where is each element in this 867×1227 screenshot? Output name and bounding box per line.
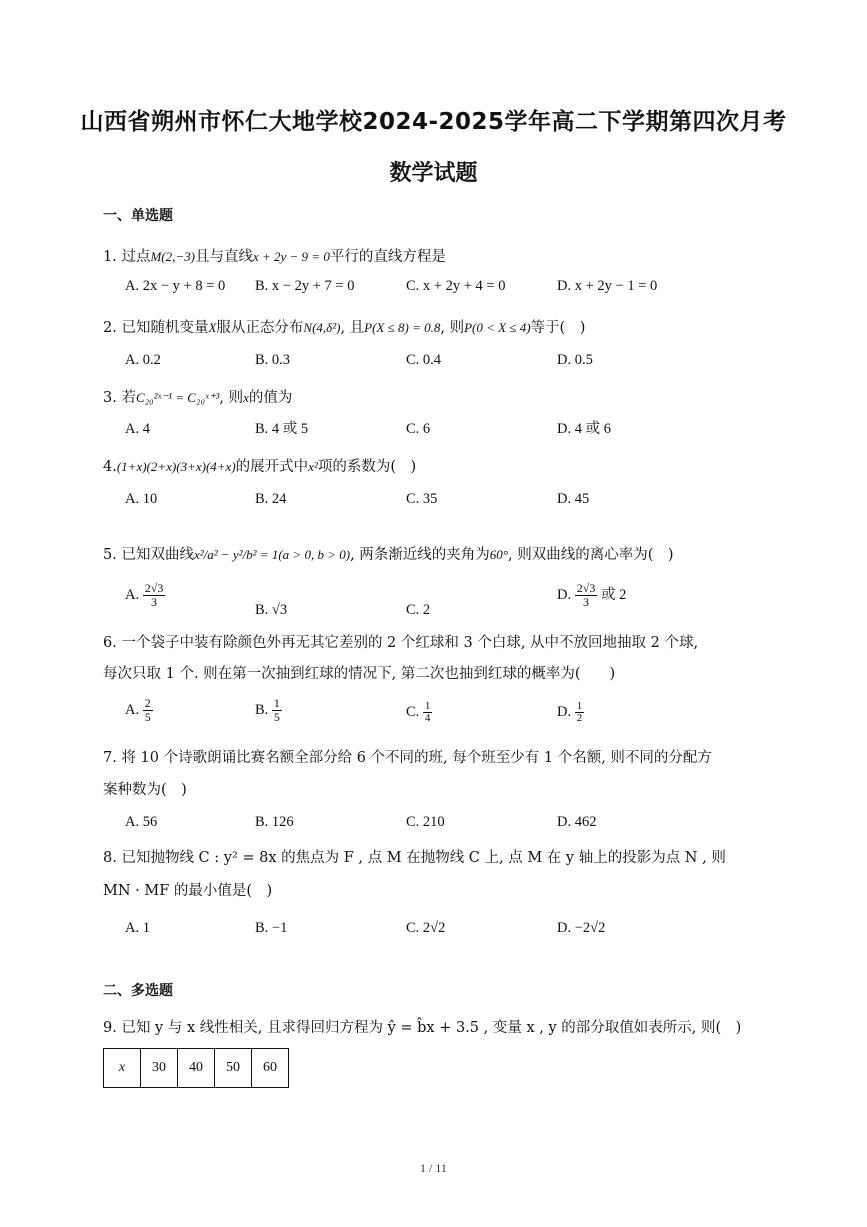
math-expression: X — [208, 320, 217, 335]
question-6-line-2: 每次只取 1 个. 则在第一次抽到红球的情况下, 第二次也抽到红球的概率为( ) — [103, 666, 616, 682]
math-expression: x²/a² − y²/b² = 1(a > 0, b > 0) — [193, 547, 351, 562]
option-label: D. — [557, 703, 572, 720]
question-text: , 两条渐近线的夹角为 — [350, 547, 490, 563]
question-text: , 则 — [219, 390, 244, 406]
option-d: D. 0.5 — [557, 352, 593, 368]
question-text: , 且 — [340, 320, 365, 336]
fraction-numerator: 1 — [424, 700, 431, 712]
question-text: 平行的直线方程是 — [329, 249, 446, 265]
option-d: D. 4 或 6 — [557, 421, 611, 437]
math-expression: x² — [308, 459, 318, 474]
math-expression: x — [243, 390, 249, 405]
option-label: A. — [125, 701, 140, 718]
question-text: 1. 过点 — [103, 249, 151, 265]
fraction — [143, 697, 153, 724]
page-number: 1 / 11 — [420, 1161, 447, 1175]
math-expression: P(0 < X ≤ 4) — [464, 320, 531, 335]
option-c: C. 0.4 — [406, 352, 442, 368]
page-title: 山西省朔州市怀仁大地学校2024-2025学年高二下学期第四次月考 — [80, 109, 787, 135]
table-cell: 50 — [215, 1049, 252, 1088]
fraction-numerator: 1 — [576, 700, 583, 712]
math-expression: (1+x)(2+x)(3+x)(4+x) — [116, 459, 236, 474]
question-text: 且与直线 — [194, 249, 253, 265]
question-6-line-1: 6. 一个袋子中装有除颜色外再无其它差别的 2 个红球和 3 个白球, 从中不放回地抽取 2 个球, — [103, 635, 699, 651]
question-text: 服从正态分布 — [216, 320, 304, 336]
question-3 — [103, 388, 292, 408]
question-text: 4. — [103, 459, 117, 475]
fraction-numerator: 1 — [273, 696, 280, 710]
question-text: 的展开式中 — [235, 459, 309, 475]
option-d: D. x + 2y − 1 = 0 — [557, 278, 658, 294]
option-a: A. 4 — [125, 421, 150, 437]
option-b: B. x − 2y + 7 = 0 — [255, 278, 355, 294]
option-b: B. −1 — [255, 920, 288, 936]
table-header-cell: x — [104, 1049, 141, 1088]
option-d — [557, 582, 626, 609]
section-heading-single: 一、单选题 — [103, 208, 173, 224]
fraction-denominator: 5 — [273, 710, 280, 724]
option-c: C. 2 — [406, 602, 431, 618]
data-table — [103, 1048, 289, 1088]
option-c: C. 210 — [406, 814, 445, 830]
question-text: 3. 若 — [103, 390, 136, 406]
option-a: A. 0.2 — [125, 352, 161, 368]
question-text: 2. 已知随机变量 — [103, 320, 209, 336]
math-expression: x + 2y − 9 = 0 — [252, 249, 330, 264]
math-expression: P(X ≤ 8) = 0.8 — [364, 320, 441, 335]
option-label: D. — [557, 586, 572, 603]
option-a: A. 56 — [125, 814, 158, 830]
fraction-denominator: 3 — [583, 595, 590, 609]
fraction — [575, 701, 585, 724]
question-text: , 则 — [440, 320, 465, 336]
option-b: B. 4 或 5 — [255, 421, 309, 437]
question-text: , 则双曲线的离心率为( ) — [507, 547, 674, 563]
fraction-numerator: 2√3 — [576, 581, 596, 595]
option-tail: 或 2 — [600, 586, 627, 603]
question-9: 9. 已知 y 与 x 线性相关, 且求得回归方程为 ŷ = b̂x + 3.5 , 变量 x , y 的部分取值如表所示, 则( ) — [103, 1020, 742, 1036]
option-a: A. 1 — [125, 920, 150, 936]
math-expression: C₂₀²ˣ⁻¹ = C₂₀ˣ⁺³ — [135, 390, 220, 405]
fraction-numerator: 2 — [144, 696, 151, 710]
math-expression: N(4,δ²) — [303, 320, 341, 335]
option-b: B. 126 — [255, 814, 294, 830]
option-b: B. √3 — [255, 602, 288, 618]
option-c: C. x + 2y + 4 = 0 — [406, 278, 506, 294]
fraction-numerator: 2√3 — [144, 581, 164, 595]
option-label: B. — [255, 701, 269, 718]
option-d: D. 45 — [557, 491, 590, 507]
fraction-denominator: 4 — [424, 712, 431, 724]
question-text: 项的系数为( ) — [317, 459, 417, 475]
option-b — [255, 697, 282, 724]
option-b: B. 24 — [255, 491, 287, 507]
page-subtitle: 数学试题 — [389, 161, 478, 186]
option-a — [125, 582, 165, 609]
question-5 — [103, 545, 674, 565]
option-c: C. 2√2 — [406, 920, 446, 936]
fraction — [272, 697, 282, 724]
option-c: C. 6 — [406, 421, 431, 437]
option-c: C. 35 — [406, 491, 438, 507]
option-c — [406, 701, 432, 724]
question-8-line-2: MN · MF 的最小值是( ) — [103, 883, 273, 899]
fraction-denominator: 3 — [151, 595, 158, 609]
fraction-denominator: 5 — [144, 710, 151, 724]
option-d: D. 462 — [557, 814, 597, 830]
question-4 — [103, 457, 416, 477]
option-label: C. — [406, 703, 420, 720]
math-expression: 60° — [489, 547, 508, 562]
question-7-line-2: 案种数为( ) — [103, 782, 187, 798]
question-7-line-1: 7. 将 10 个诗歌朗诵比赛名额全部分给 6 个不同的班, 每个班至少有 1 个名额, 则不同的分配方 — [103, 750, 712, 766]
fraction — [575, 582, 598, 609]
question-text: 5. 已知双曲线 — [103, 547, 194, 563]
table-cell: 30 — [141, 1049, 178, 1088]
fraction-denominator: 2 — [576, 712, 583, 724]
option-a — [125, 697, 153, 724]
option-a: A. 10 — [125, 491, 158, 507]
option-a: A. 2x − y + 8 = 0 — [125, 278, 226, 294]
question-8-line-1: 8. 已知抛物线 C : y² = 8x 的焦点为 F , 点 M 在抛物线 C 上, 点 M 在 y 轴上的投影为点 N , 则 — [103, 850, 726, 866]
table-cell: 40 — [178, 1049, 215, 1088]
option-label: A. — [125, 586, 140, 603]
table-cell: 60 — [252, 1049, 289, 1088]
question-text: 的值为 — [248, 390, 293, 406]
section-heading-multi: 二、多选题 — [103, 983, 173, 999]
option-d: D. −2√2 — [557, 920, 606, 936]
option-d — [557, 701, 584, 724]
question-2 — [103, 318, 585, 338]
table-row — [104, 1049, 289, 1088]
fraction — [423, 701, 433, 724]
question-text: 等于( ) — [530, 320, 586, 336]
math-expression: M(2,−3) — [150, 249, 195, 264]
fraction — [143, 582, 166, 609]
option-b: B. 0.3 — [255, 352, 291, 368]
question-1 — [103, 247, 446, 267]
